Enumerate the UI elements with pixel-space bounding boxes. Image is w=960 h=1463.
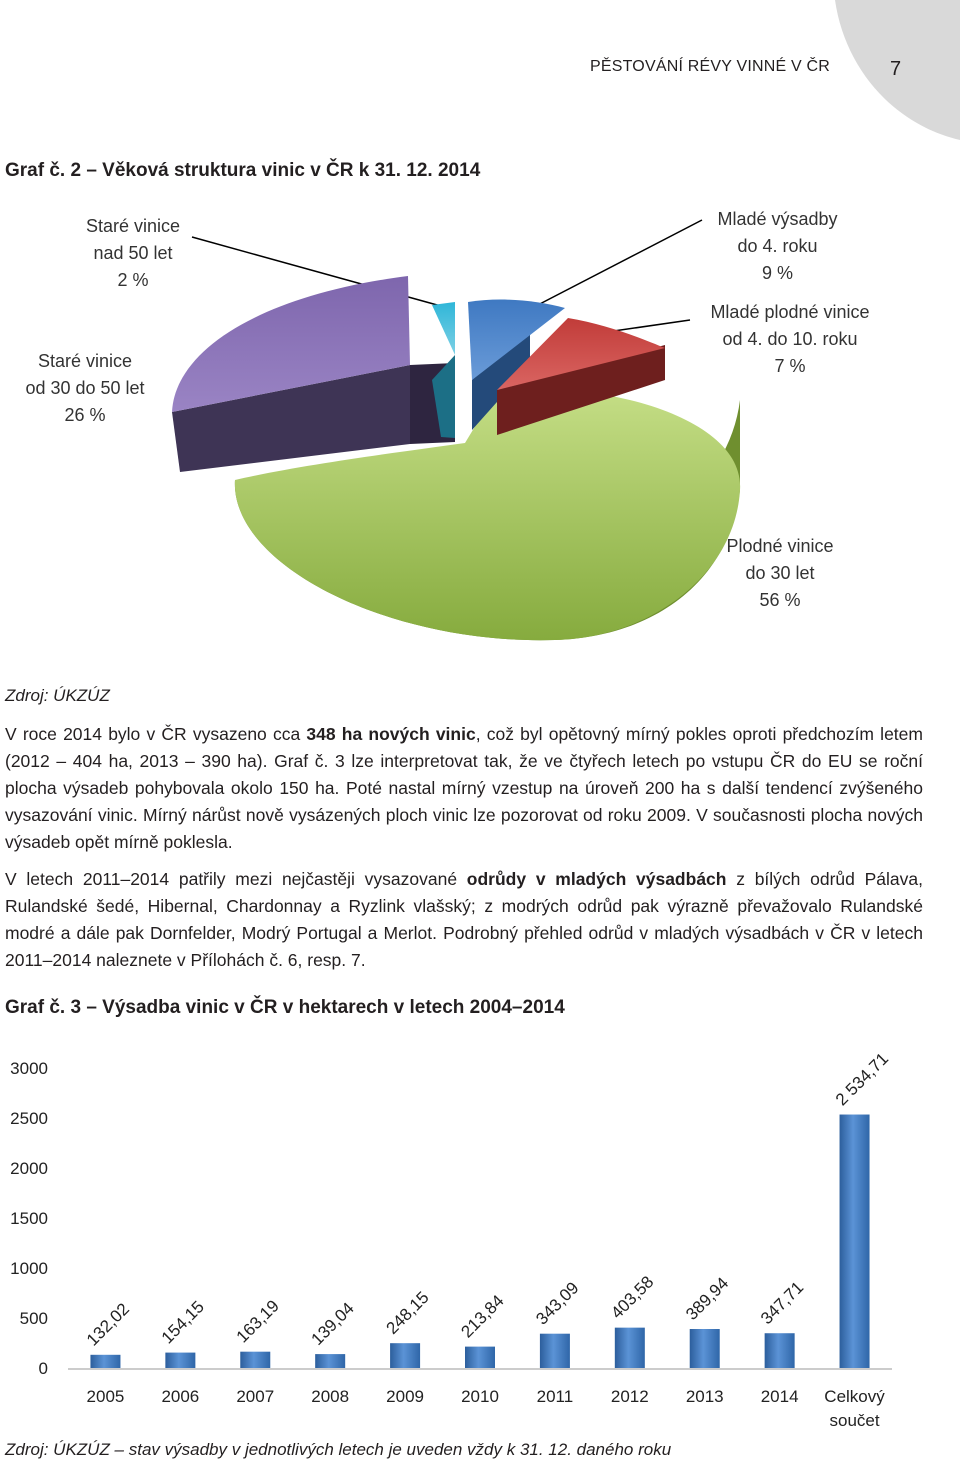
y-tick-label: 1500 [10,1209,48,1228]
x-tick-label: 2007 [236,1387,275,1406]
text-run: V roce 2014 bylo v ČR vysazeno cca [5,724,307,744]
data-label: 248,15 [382,1287,433,1339]
x-tick-label: 2009 [386,1387,425,1406]
label-stare-30-50 [5,348,165,429]
y-tick-label: 500 [19,1309,48,1328]
figure2-caption: Graf č. 3 – Výsadba vinic v ČR v hektarech v letech 2004–2014 [5,997,565,1018]
bar [315,1354,345,1368]
label-line: 56 % [759,590,801,610]
data-label: 343,09 [532,1278,583,1329]
page-number: 7 [890,58,902,80]
data-label: 347,71 [757,1277,808,1329]
x-tick-label: 2010 [461,1387,499,1406]
label-line: 9 % [761,263,794,283]
data-label: 403,58 [607,1272,658,1323]
data-label: 132,02 [82,1299,134,1350]
bar [240,1352,270,1368]
bar [840,1115,870,1368]
bar [540,1334,570,1368]
label-plodne [710,533,850,614]
paragraph-1 [5,721,923,856]
label-line: Mladé výsadby [717,209,838,229]
x-tick-label: 2005 [86,1387,125,1406]
label-line: Staré vinice [37,351,133,371]
bar [465,1347,495,1368]
y-tick-label: 0 [38,1359,48,1378]
label-line: nad 50 let [93,243,173,263]
label-line: do 4. roku [737,236,818,256]
text-bold: 348 ha nových vinic [306,724,476,744]
label-line: 26 % [64,405,106,425]
y-tick-label: 2500 [10,1109,48,1128]
figure1-source: Zdroj: ÚKZÚZ [5,686,110,705]
label-line: 2 % [117,270,149,290]
data-label: 163,19 [232,1296,283,1347]
bar [690,1329,720,1368]
label-line: od 30 do 50 let [25,378,145,398]
x-tick-label: 2014 [760,1387,799,1406]
label-mlade-vysadby [695,206,860,287]
figure1-caption: Graf č. 2 – Věková struktura vinic v ČR k 31. 12. 2014 [5,160,481,181]
label-mlade-plodne [690,299,890,380]
data-label: 213,84 [457,1291,508,1342]
leader-line [532,220,702,308]
x-tick-label: Celkový [824,1387,885,1406]
y-tick-label: 3000 [10,1059,48,1078]
bar [615,1328,645,1368]
x-tick-label: 2013 [685,1387,724,1406]
label-stare-nad-50 [68,213,198,294]
y-tick-label: 1000 [10,1259,48,1278]
x-tick-label: 2006 [161,1387,200,1406]
paragraph-2 [5,866,923,974]
bar [390,1343,420,1368]
x-tick-label: 2008 [311,1387,350,1406]
y-tick-label: 2000 [10,1159,48,1178]
label-line: od 4. do 10. roku [722,329,858,349]
x-tick-label: 2011 [536,1387,574,1406]
running-title: PĚSTOVÁNÍ RÉVY VINNÉ V ČR [590,58,831,75]
bar [90,1355,120,1368]
data-label: 389,94 [682,1273,733,1324]
bar [165,1353,195,1368]
label-line: Mladé plodné vinice [710,302,870,322]
data-label: 154,15 [157,1297,208,1348]
text-run: V letech 2011–2014 patřily mezi nejčastěji vysazované [5,869,467,889]
bar-chart [0,1030,960,1440]
pie-slice-stare-30-50 [172,276,455,472]
data-label: 2 534,71 [831,1049,893,1110]
text-bold: odrůdy v mladých výsadbách [466,869,727,889]
bar [765,1333,795,1368]
text-run: z bílých odrůd Pálava, Rulandské šedé, Hibernal, Chardonnay a Ryzlink vlašský; z modrých odrůd pak výrazně převažovalo Rulandské modré a dále pak Dornfelder, Modrý Portugal a Merlot. Podrobný přehled odrůd v mladých výsadbách v ČR v letech 2011–2014 naleznete v Přílohách č. 6, resp. 7. [5,869,923,970]
data-label: 139,04 [307,1298,358,1349]
x-tick-label: 2012 [610,1387,649,1406]
label-line: 7 % [774,356,806,376]
text-run: , což byl opětovný mírný pokles oproti předchozím letem (2012 – 404 ha, 2013 – 390 ha). Graf č. 3 lze interpretovat tak, že ve čtyřech letech po vstupu ČR do EU se roční plocha výsadeb pohybovala okolo 150 ha. Poté nastal mírný vzestup na úroveň 200 ha s další tendencí zvýšeného vysazování vinic. Mírný nárůst nově vysázených ploch vinic lze pozorovat od roku 2009. V současnosti plocha nových výsadeb opět mírně poklesla. [5,724,923,852]
figure2-source: Zdroj: ÚKZÚZ – stav výsadby v jednotlivých letech je uveden vždy k 31. 12. daného roku [5,1440,672,1459]
label-line: Staré vinice [85,216,181,236]
label-line: Plodné vinice [726,536,834,556]
x-tick-label: součet [829,1411,880,1430]
label-line: do 30 let [745,563,815,583]
